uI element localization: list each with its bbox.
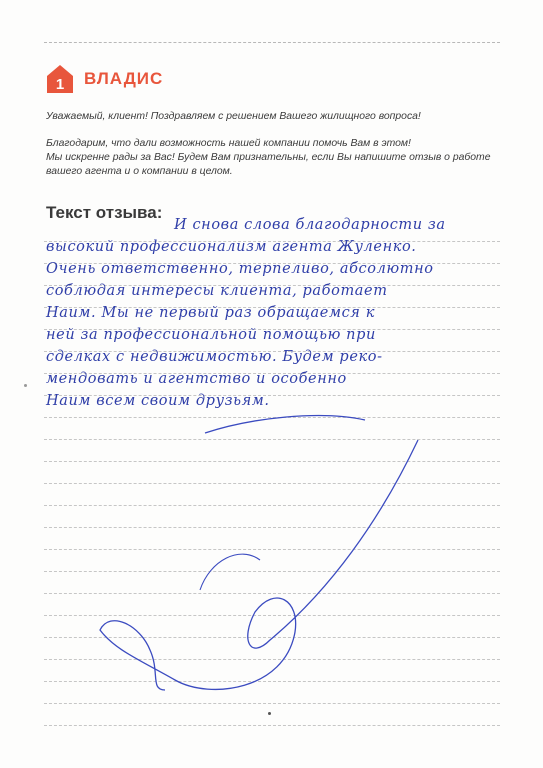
handwritten-line: Наим всем своим друзьям. — [46, 393, 270, 409]
handwritten-line: высокий профессионализм агента Жуленко. — [46, 239, 417, 255]
handwritten-line: сделках с недвижимостью. Будем реко- — [46, 349, 383, 365]
review-title: Текст отзыва: — [46, 203, 163, 222]
thanks-line: вашего агента и о компании в целом. — [46, 166, 233, 177]
greeting-text: Уважаемый, клиент! Поздравляем с решением Вашего жилищного вопроса! — [46, 111, 421, 122]
brand-name: ВЛАДИС — [84, 69, 164, 88]
handwritten-line: Очень ответственно, терпеливо, абсолютно — [46, 261, 434, 277]
handwritten-line: мендовать и агентство и особенно — [46, 371, 347, 387]
handwritten-line: ней за профессиональной помощью при — [46, 327, 376, 343]
ink-dot — [268, 712, 271, 715]
handwritten-line: И снова слова благодарности за — [174, 217, 446, 233]
handwritten-line: Наим. Мы не первый раз обращаемся к — [46, 305, 375, 321]
handwritten-line: соблюдая интересы клиента, работает — [46, 283, 388, 299]
ink-dot — [24, 384, 27, 387]
thanks-line: Благодарим, что дали возможность нашей компании помочь Вам в этом! — [46, 138, 411, 149]
logo-digit: 1 — [55, 76, 65, 93]
thanks-line: Мы искренне рады за Вас! Будем Вам признательны, если Вы напишите отзыв о работе — [46, 152, 491, 163]
